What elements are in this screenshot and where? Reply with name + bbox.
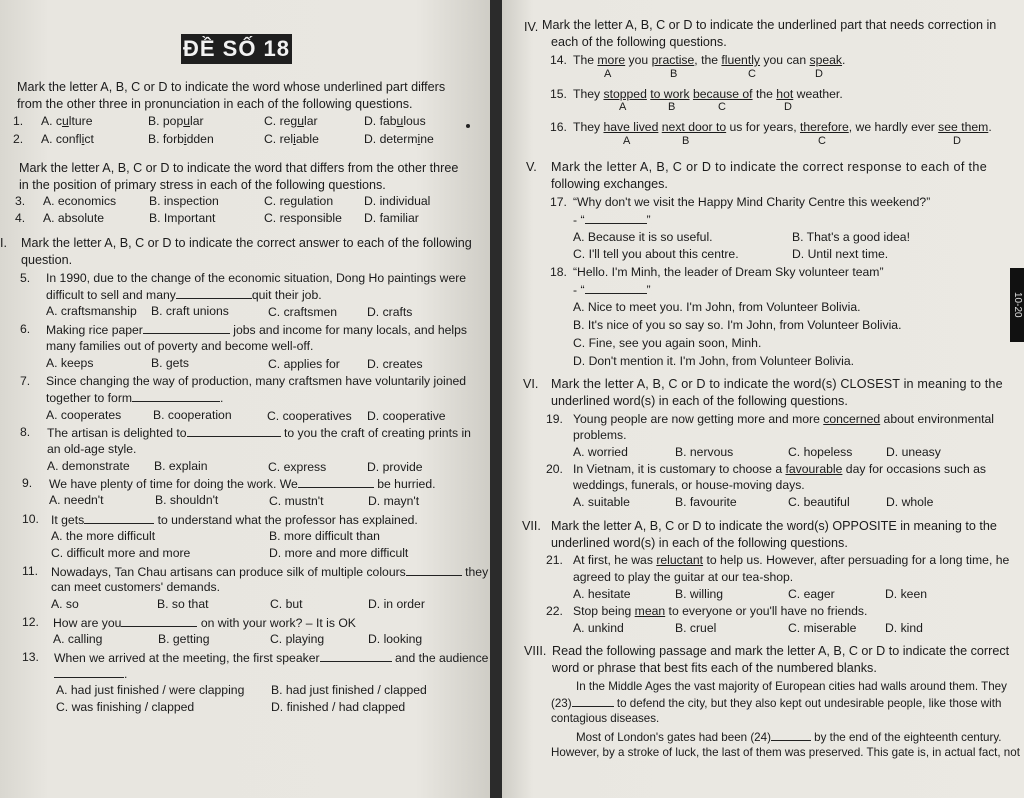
q17-response-blank: - “ ”	[573, 213, 651, 227]
section-5-instruction-line1: Mark the letter A, B, C or D to indicate the correct response to each of the	[551, 160, 988, 174]
q20-option-b: B. favourite	[675, 495, 737, 509]
q21-option-c: C. eager	[788, 587, 835, 601]
section-2-instruction-line1: Mark the letter A, B, C or D to indicate the word that differs from the other three	[19, 161, 459, 175]
q19-stem-line1: Young people are now getting more and more concerned about environmental	[573, 412, 994, 426]
q12-option-a: A. calling	[53, 632, 103, 646]
q7-option-d: D. cooperative	[367, 409, 446, 423]
q21-stem-line2: agreed to play the guitar at our tea-shop.	[573, 570, 794, 584]
q20-number: 20.	[546, 462, 563, 476]
q6-option-d: D. creates	[367, 357, 423, 371]
q8-option-d: D. provide	[367, 460, 423, 474]
q20-stem-line2: weddings, funerals, or house-moving days.	[573, 478, 805, 492]
q4-number: 4.	[15, 211, 26, 225]
q8-option-c: C. express	[268, 460, 327, 474]
q14-sentence: The more you practise, the fluently you can speak.	[573, 53, 846, 67]
q19-option-b: B. nervous	[675, 445, 734, 459]
q14-letter-d: D	[815, 68, 823, 80]
q17-number: 17.	[550, 195, 567, 209]
q16-sentence: They have lived next door to us for years, therefore, we hardly ever see them.	[573, 120, 992, 134]
passage-line-3: contagious diseases.	[551, 712, 660, 725]
q11-option-d: D. in order	[368, 597, 425, 611]
section-5-instruction-line2: following exchanges.	[551, 177, 668, 191]
q14-letter-a: A	[604, 68, 612, 80]
passage-line-2: (23) to defend the city, but they also kept out undesirable people, like those with	[551, 697, 1002, 710]
q1-option-b: B. popular	[148, 114, 204, 128]
q13-option-b: B. had just finished / clapped	[271, 683, 427, 697]
q1-option-c: C. regular	[264, 114, 318, 128]
q7-number: 7.	[20, 374, 31, 388]
q18-option-c: C. Fine, see you again soon, Minh.	[573, 336, 762, 350]
q13-number: 13.	[22, 650, 39, 664]
q21-option-d: D. keen	[885, 587, 928, 601]
q13-stem-line1: When we arrived at the meeting, the first speaker and the audience	[54, 651, 489, 665]
section-6-instruction-line1: Mark the letter A, B, C or D to indicate the word(s) CLOSEST in meaning to the	[551, 377, 1003, 391]
q15-sentence: They stopped to work because of the hot weather.	[573, 87, 843, 101]
section-8-numeral: VIII.	[524, 644, 547, 658]
q16-letter-b: B	[682, 135, 690, 147]
section-2-instruction-line2: in the position of primary stress in each of the following questions.	[19, 178, 386, 192]
q15-letter-b: B	[668, 101, 676, 113]
q20-option-a: A. suitable	[573, 495, 630, 509]
q5-number: 5.	[20, 271, 31, 285]
q8-option-b: B. explain	[154, 459, 208, 473]
q21-option-a: A. hesitate	[573, 587, 631, 601]
q13-stem-line2: .	[54, 666, 127, 682]
q13-option-a: A. had just finished / were clapping	[56, 683, 245, 697]
q3-option-a: A. economics	[43, 194, 117, 208]
q1-option-d: D. fabulous	[364, 114, 426, 128]
q22-option-b: B. cruel	[675, 621, 717, 635]
q21-stem-line1: At first, he was reluctant to help us. However, after persuading for a long time, he	[573, 553, 1010, 567]
q14-letter-b: B	[670, 68, 678, 80]
q15-letter-c: C	[718, 101, 726, 113]
section-4-numeral: IV.	[524, 20, 539, 34]
q14-letter-c: C	[748, 68, 756, 80]
passage-line-5: However, by a stroke of luck, the last of them was preserved. This gate is, in actual fact, not	[551, 746, 1020, 759]
q8-stem-line2: an old-age style.	[47, 442, 137, 456]
q5-option-a: A. craftsmanship	[46, 304, 137, 318]
section-3-instruction-line1: Mark the letter A, B, C or D to indicate the correct answer to each of the following	[21, 236, 472, 250]
q16-letter-c: C	[818, 135, 826, 147]
q6-stem-line2: many families out of poverty and become well-off.	[46, 339, 314, 353]
q20-stem-line1: In Vietnam, it is customary to choose a favourable day for occasions such as	[573, 462, 987, 476]
q5-stem-line1: In 1990, due to the change of the economic situation, Dong Ho paintings were	[46, 271, 467, 285]
q16-letter-d: D	[953, 135, 961, 147]
q22-stem-line1: Stop being mean to everyone or you'll have no friends.	[573, 604, 868, 618]
q1-option-a: A. culture	[41, 114, 93, 128]
section-3-instruction-line2: question.	[21, 253, 73, 267]
section-7-instruction-line2: underlined word(s) in each of the following questions.	[551, 536, 848, 550]
q15-letter-d: D	[784, 101, 792, 113]
q10-option-d: D. more and more difficult	[269, 546, 409, 560]
q11-option-c: C. but	[270, 597, 303, 611]
section-6-instruction-line2: underlined word(s) in each of the following questions.	[551, 394, 848, 408]
q5-stem-line2: difficult to sell and many quit their job.	[46, 288, 322, 302]
q17-option-a: A. Because it is so useful.	[573, 230, 713, 244]
q3-option-d: D. individual	[364, 194, 431, 208]
q9-option-c: C. mustn't	[269, 494, 324, 508]
q7-option-c: C. cooperatives	[267, 409, 352, 423]
q12-number: 12.	[22, 615, 39, 629]
q2-option-b: B. forbidden	[148, 132, 214, 146]
q10-option-b: B. more difficult than	[269, 529, 380, 543]
q10-number: 10.	[22, 512, 39, 526]
q3-option-b: B. inspection	[149, 194, 219, 208]
q10-option-a: A. the more difficult	[51, 529, 156, 543]
q6-number: 6.	[20, 322, 31, 336]
q17-option-c: C. I'll tell you about this centre.	[573, 247, 739, 261]
q13-option-d: D. finished / had clapped	[271, 700, 406, 714]
q10-stem-line1: It gets to understand what the professor has explained.	[51, 513, 418, 527]
q5-option-c: C. craftsmen	[268, 305, 338, 319]
q12-option-d: D. looking	[368, 632, 423, 646]
q18-prompt: “Hello. I'm Minh, the leader of Dream Sky volunteer team”	[573, 265, 884, 279]
section-3-numeral: I.	[0, 236, 7, 250]
passage-line-4: Most of London's gates had been (24) by the end of the eighteenth century.	[576, 731, 1002, 744]
q11-stem-line1: Nowadays, Tan Chau artisans can produce silk of multiple colours they	[51, 565, 489, 579]
q18-option-d: D. Don't mention it. I'm John, from Volunteer Bolivia.	[573, 354, 855, 368]
q7-option-b: B. cooperation	[153, 408, 232, 422]
q19-stem-line2: problems.	[573, 428, 627, 442]
q5-option-b: B. craft unions	[151, 304, 229, 318]
q4-option-c: C. responsible	[264, 211, 342, 225]
q17-option-d: D. Until next time.	[792, 247, 889, 261]
q22-number: 22.	[546, 604, 563, 618]
q9-option-d: D. mayn't	[368, 494, 420, 508]
q11-option-b: B. so that	[157, 597, 209, 611]
q14-number: 14.	[550, 53, 567, 67]
q17-prompt: “Why don't we visit the Happy Mind Charity Centre this weekend?”	[573, 195, 931, 209]
book-gutter	[490, 0, 502, 798]
section-5-numeral: V.	[526, 160, 537, 174]
q16-letter-a: A	[623, 135, 631, 147]
section-7-numeral: VII.	[522, 519, 541, 533]
q8-option-a: A. demonstrate	[47, 459, 130, 473]
exam-title: ĐỀ SỐ 18	[181, 34, 292, 64]
q12-option-b: B. getting	[158, 632, 210, 646]
q2-option-a: A. conflict	[41, 132, 94, 146]
side-page-tab: 10-20	[1010, 268, 1024, 342]
q9-option-a: A. needn't	[49, 493, 104, 507]
q22-option-a: A. unkind	[573, 621, 624, 635]
q7-stem-line2: together to form .	[46, 391, 224, 405]
q4-option-a: A. absolute	[43, 211, 104, 225]
q2-number: 2.	[13, 132, 24, 146]
q11-option-a: A. so	[51, 597, 79, 611]
right-page	[502, 0, 1024, 798]
q20-option-c: C. beautiful	[788, 495, 850, 509]
q3-option-c: C. regulation	[264, 194, 334, 208]
q22-option-c: C. miserable	[788, 621, 857, 635]
q6-option-b: B. gets	[151, 356, 189, 370]
q15-number: 15.	[550, 87, 567, 101]
q6-stem-line1: Making rice paper jobs and income for many locals, and helps	[46, 323, 467, 337]
section-7-instruction-line1: Mark the letter A, B, C or D to indicate the word(s) OPPOSITE in meaning to the	[551, 519, 997, 533]
passage-line-1: In the Middle Ages the vast majority of European cities had walls around them. They	[576, 680, 1007, 693]
q7-stem-line1: Since changing the way of production, many craftsmen have voluntarily joined	[46, 374, 467, 388]
q4-option-d: D. familiar	[364, 211, 419, 225]
q2-option-c: C. reliable	[264, 132, 319, 146]
q18-option-b: B. It's nice of you so say so. I'm John, from Volunteer Bolivia.	[573, 318, 902, 332]
left-page	[0, 0, 490, 798]
q16-number: 16.	[550, 120, 567, 134]
q10-option-c: C. difficult more and more	[51, 546, 191, 560]
q18-number: 18.	[550, 265, 567, 279]
q3-number: 3.	[15, 194, 26, 208]
q19-option-a: A. worried	[573, 445, 628, 459]
section-4-instruction-line1: Mark the letter A, B, C or D to indicate the underlined part that needs correction in	[542, 18, 997, 32]
q21-number: 21.	[546, 553, 563, 567]
section-8-instruction-line1: Read the following passage and mark the letter A, B, C or D to indicate the correct	[552, 644, 1010, 658]
q19-option-c: C. hopeless	[788, 445, 853, 459]
q12-stem-line1: How are you on with your work? – It is OK	[53, 616, 356, 630]
q13-option-c: C. was finishing / clapped	[56, 700, 195, 714]
section-8-instruction-line2: word or phrase that best fits each of the numbered blanks.	[552, 661, 877, 675]
section-1-instruction-line2: from the other three in pronunciation in each of the following questions.	[17, 97, 413, 111]
section-4-instruction-line2: each of the following questions.	[551, 35, 727, 49]
section-1-instruction-line1: Mark the letter A, B, C or D to indicate the word whose underlined part differs	[17, 80, 446, 94]
q17-option-b: B. That's a good idea!	[792, 230, 910, 244]
q5-option-d: D. crafts	[367, 305, 413, 319]
q6-option-a: A. keeps	[46, 356, 94, 370]
q20-option-d: D. whole	[886, 495, 934, 509]
q4-option-b: B. Important	[149, 211, 216, 225]
q19-number: 19.	[546, 412, 563, 426]
ink-dot	[466, 124, 470, 128]
q11-number: 11.	[22, 564, 39, 578]
q8-number: 8.	[20, 425, 31, 439]
q19-option-d: D. uneasy	[886, 445, 941, 459]
q9-option-b: B. shouldn't	[155, 493, 219, 507]
q18-response-blank: - “ ”	[573, 283, 651, 297]
q22-option-d: D. kind	[885, 621, 923, 635]
q12-option-c: C. playing	[270, 632, 325, 646]
q11-stem-line2: can meet customers' demands.	[51, 580, 220, 594]
q21-option-b: B. willing	[675, 587, 724, 601]
q7-option-a: A. cooperates	[46, 408, 122, 422]
q6-option-c: C. applies for	[268, 357, 340, 371]
q8-stem-line1: The artisan is delighted to to you the craft of creating prints in	[47, 426, 471, 440]
q9-number: 9.	[22, 476, 33, 490]
section-6-numeral: VI.	[523, 377, 539, 391]
q18-option-a: A. Nice to meet you. I'm John, from Volunteer Bolivia.	[573, 300, 861, 314]
q2-option-d: D. determine	[364, 132, 434, 146]
q1-number: 1.	[13, 114, 24, 128]
q15-letter-a: A	[619, 101, 627, 113]
q9-stem-line1: We have plenty of time for doing the work. We be hurried.	[49, 477, 436, 491]
